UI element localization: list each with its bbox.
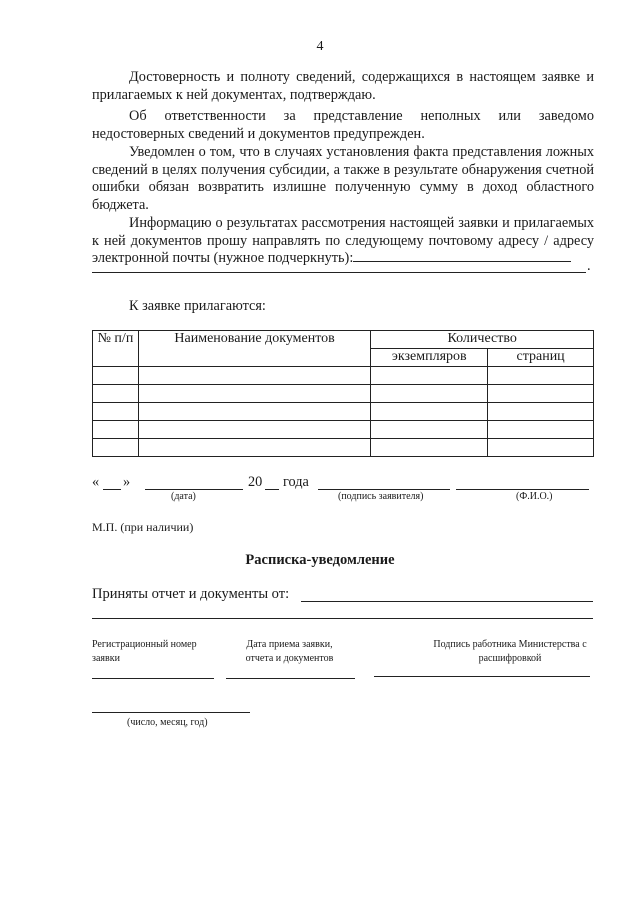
table-cell[interactable]	[138, 403, 370, 421]
date-open-quote: «	[92, 474, 100, 490]
col-number-header: № п/п	[93, 331, 139, 367]
date-close-quote: »	[123, 474, 131, 490]
table-cell[interactable]	[93, 367, 139, 385]
paragraph-responsibility: Об ответственности за представление неполных или заведомо недостоверных сведений и документов предупрежден.	[92, 108, 594, 142]
reg-number-fill-line[interactable]	[92, 678, 214, 679]
paragraph-address-request	[92, 215, 594, 268]
date-format-caption: (число, месяц, год)	[127, 717, 208, 728]
employee-signature-label: Подпись работника Министерства с расшифровкой	[433, 639, 587, 664]
table-cell[interactable]	[138, 367, 370, 385]
address-request-text: Информацию о результатах рассмотрения настоящей заявки и прилагаемых к ней документов прошу направлять по следующему почтовому адресу / адресу электронной почты (нужное подчеркнуть):	[92, 215, 594, 267]
employee-signature-fill-line[interactable]	[374, 676, 590, 677]
received-label: Приняты отчет и документы от:	[92, 586, 290, 602]
attachments-table	[92, 330, 594, 457]
received-from-fill-line[interactable]	[301, 601, 593, 602]
address-fill-line[interactable]	[353, 261, 571, 262]
paragraph-notification: Уведомлен о том, что в случаях установления факта представления ложных сведений в целях получения субсидии, а также в результате обнаружения счетной ошибки обязан возвратить излишне полученную сумму в доход областного бюджета.	[92, 144, 594, 213]
table-row	[93, 439, 594, 457]
table-cell[interactable]	[488, 421, 594, 439]
table-cell[interactable]	[138, 439, 370, 457]
receipt-date-fill-line[interactable]	[226, 678, 355, 679]
table-cell[interactable]	[371, 403, 488, 421]
reg-number-label: Регистрационный номер заявки	[92, 639, 197, 664]
table-cell[interactable]	[93, 421, 139, 439]
col-name-header: Наименование документов	[138, 331, 370, 367]
table-row	[93, 403, 594, 421]
day-fill-line[interactable]	[103, 489, 121, 490]
table-header-row	[93, 331, 594, 349]
table-cell[interactable]	[138, 385, 370, 403]
table-cell[interactable]	[138, 421, 370, 439]
receipt-day-fill-line[interactable]	[92, 712, 250, 713]
table-cell[interactable]	[488, 403, 594, 421]
table-cell[interactable]	[93, 385, 139, 403]
paragraph-reliability: Достоверность и полноту сведений, содержащихся в настоящем заявке и прилагаемых к ней документах, подтверждаю.	[92, 69, 594, 103]
signature-fill-line[interactable]	[318, 489, 450, 490]
table-row	[93, 385, 594, 403]
month-fill-line[interactable]	[145, 489, 243, 490]
table-cell[interactable]	[371, 367, 488, 385]
col-pages-header: страниц	[488, 349, 594, 367]
year-suffix: года	[283, 474, 309, 490]
attachments-label: К заявке прилагаются:	[129, 298, 266, 314]
table-cell[interactable]	[93, 439, 139, 457]
received-from-fill-line-2[interactable]	[92, 618, 593, 619]
date-caption: (дата)	[171, 491, 196, 502]
name-fill-line[interactable]	[456, 489, 589, 490]
table-row	[93, 367, 594, 385]
table-cell[interactable]	[488, 385, 594, 403]
receipt-title: Расписка-уведомление	[245, 552, 395, 568]
signature-caption: (подпись заявителя)	[338, 491, 424, 502]
page-number: 4	[316, 39, 324, 54]
address-end-dot: .	[587, 258, 591, 274]
table-cell[interactable]	[371, 385, 488, 403]
col-quantity-header: Количество	[371, 331, 594, 349]
receipt-date-label: Дата приема заявки, отчета и документов	[245, 639, 334, 664]
col-copies-header: экземпляров	[371, 349, 488, 367]
table-row	[93, 421, 594, 439]
address-fill-line-2[interactable]	[92, 272, 586, 273]
name-caption: (Ф.И.О.)	[516, 491, 553, 502]
year-prefix: 20	[248, 474, 263, 490]
stamp-text: М.П. (при наличии)	[92, 520, 194, 534]
table-cell[interactable]	[371, 439, 488, 457]
year-fill-line[interactable]	[265, 489, 279, 490]
table-cell[interactable]	[93, 403, 139, 421]
table-cell[interactable]	[488, 439, 594, 457]
table-cell[interactable]	[488, 367, 594, 385]
table-cell[interactable]	[371, 421, 488, 439]
